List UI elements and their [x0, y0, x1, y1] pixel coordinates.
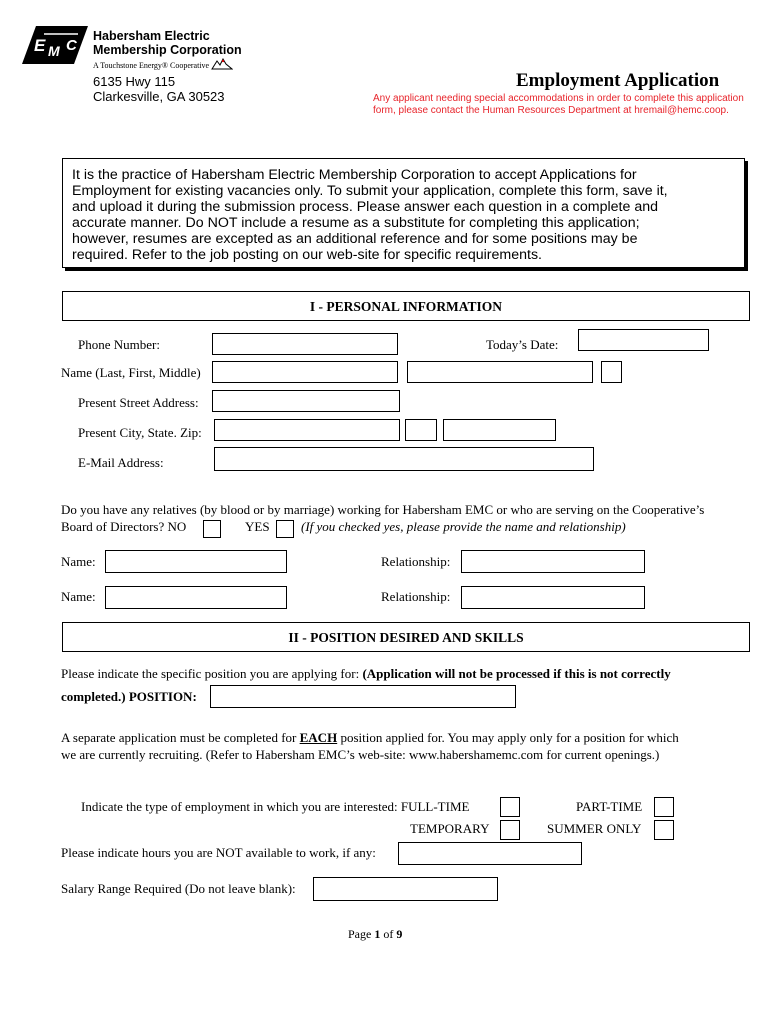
relatives-no-checkbox[interactable]	[203, 520, 221, 538]
relative-name-label: Name:	[61, 554, 96, 569]
employment-type-question: Indicate the type of employment in which you are interested: FULL-TIME	[81, 799, 470, 814]
separate-application-line2: we are currently recruiting. (Refer to Habersham EMC’s web-site: www.habershamemc.com for current openings.)	[61, 747, 660, 762]
name-label: Name (Last, First, Middle)	[61, 365, 201, 380]
email-label: E-Mail Address:	[78, 455, 164, 470]
separate-post: position applied for. You may apply only for a position for which	[337, 730, 679, 745]
relative-name-input[interactable]	[105, 550, 287, 573]
summer-only-label: SUMMER ONLY	[547, 821, 642, 836]
position-input[interactable]	[210, 685, 516, 708]
intro-line: Employment for existing vacancies only. To submit your application, complete this form, save it,	[72, 183, 668, 199]
company-logo	[22, 26, 88, 64]
zip-input[interactable]	[443, 419, 556, 441]
temporary-label: TEMPORARY	[410, 821, 490, 836]
intro-line: required. Refer to the job posting on our web-site for specific requirements.	[72, 247, 543, 263]
svg-text:C: C	[66, 37, 77, 54]
company-name-line1: Habersham Electric	[93, 29, 210, 43]
relatives-yes-label: YES	[245, 519, 270, 534]
relatives-yes-checkbox[interactable]	[276, 520, 294, 538]
tagline	[93, 58, 233, 70]
last-name-input[interactable]	[212, 361, 398, 383]
hours-unavailable-label: Please indicate hours you are NOT available to work, if any:	[61, 845, 376, 860]
page-prefix: Page	[348, 927, 375, 941]
relative-relationship-label: Relationship:	[381, 554, 451, 569]
relative-relationship-input[interactable]	[461, 550, 645, 573]
email-input[interactable]	[214, 447, 594, 471]
address-line2: Clarkesville, GA 30523	[93, 89, 225, 104]
middle-initial-input[interactable]	[601, 361, 622, 383]
accommodations-notice-line2: form, please contact the Human Resources Department at hremail@hemc.coop.	[373, 105, 729, 116]
part-time-checkbox[interactable]	[654, 797, 674, 817]
state-input[interactable]	[405, 419, 437, 441]
part-time-label: PART-TIME	[576, 799, 643, 814]
accommodations-notice-line1: Any applicant needing special accommodations in order to complete this application	[373, 93, 744, 104]
section-personal-information-header	[62, 291, 750, 321]
section-position-desired-header	[62, 622, 750, 652]
relatives-question-line1: Do you have any relatives (by blood or by marriage) working for Habersham EMC or who are serving on the Cooperative’s	[61, 502, 705, 517]
svg-text:E: E	[34, 36, 46, 55]
phone-input[interactable]	[212, 333, 398, 355]
intro-box	[62, 158, 745, 268]
separate-each: EACH	[299, 730, 338, 745]
position-warning: (Application will not be processed if this is not correctly	[362, 666, 671, 681]
section-title: I - PERSONAL INFORMATION	[309, 299, 503, 314]
summer-only-checkbox[interactable]	[654, 820, 674, 840]
relative-relationship-label: Relationship:	[381, 589, 451, 604]
intro-line: accurate manner. Do NOT include a resume as a substitute for completing this application;	[72, 215, 640, 231]
intro-line: however, resumes are excepted as an additional reference and for some positions may be	[72, 231, 638, 247]
intro-line: and upload it during the submission process. Please answer each question in a complete and	[72, 199, 658, 215]
page-of: of	[380, 927, 397, 941]
section-title: II - POSITION DESIRED AND SKILLS	[288, 630, 524, 645]
touchstone-energy-icon	[211, 58, 233, 70]
city-input[interactable]	[214, 419, 400, 441]
address-line1: 6135 Hwy 115	[93, 74, 176, 89]
street-address-input[interactable]	[212, 390, 400, 412]
full-time-checkbox[interactable]	[500, 797, 520, 817]
position-question-text: Please indicate the specific position you are applying for:	[61, 666, 360, 681]
page-current: 1	[374, 927, 381, 941]
position-question	[61, 666, 671, 682]
phone-label: Phone Number:	[78, 337, 160, 352]
todays-date-input[interactable]	[578, 329, 709, 351]
company-name-line2: Membership Corporation	[93, 43, 242, 57]
separate-application-line1	[61, 730, 679, 746]
relative-relationship-input[interactable]	[461, 586, 645, 609]
relative-name-input[interactable]	[105, 586, 287, 609]
todays-date-label: Today’s Date:	[486, 337, 559, 352]
salary-range-label: Salary Range Required (Do not leave blank):	[61, 881, 296, 896]
relatives-question-line2: Board of Directors? NO	[61, 519, 187, 534]
position-label: completed.) POSITION:	[61, 689, 197, 704]
relative-name-label: Name:	[61, 589, 96, 604]
city-state-zip-label: Present City, State. Zip:	[78, 425, 202, 440]
intro-line: It is the practice of Habersham Electric Membership Corporation to accept Applications for	[72, 167, 637, 183]
page-total: 9	[396, 927, 403, 941]
salary-range-input[interactable]	[313, 877, 498, 901]
separate-pre: A separate application must be completed for	[61, 730, 300, 745]
tagline-text: A Touchstone Energy® Cooperative	[93, 61, 210, 70]
emc-logo-icon	[22, 26, 88, 64]
page-number	[348, 927, 402, 942]
hours-unavailable-input[interactable]	[398, 842, 582, 865]
page-title: Employment Application	[516, 70, 720, 91]
first-name-input[interactable]	[407, 361, 593, 383]
street-address-label: Present Street Address:	[78, 395, 199, 410]
temporary-checkbox[interactable]	[500, 820, 520, 840]
svg-text:M: M	[48, 43, 60, 59]
relatives-note: (If you checked yes, please provide the name and relationship)	[301, 519, 626, 534]
